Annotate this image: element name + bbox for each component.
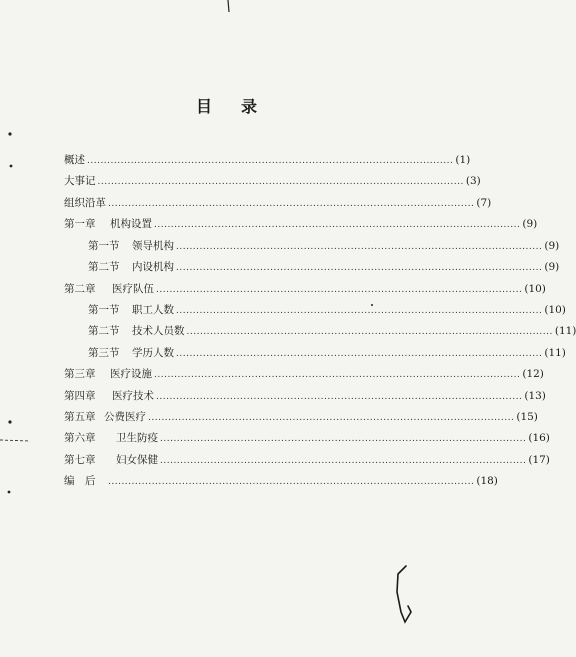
toc-title: 学历人数 <box>132 347 174 359</box>
leader-dots: ............................................................................................................. <box>176 349 543 359</box>
toc-page: (17) <box>528 454 550 466</box>
toc-title: 医疗技术 <box>112 390 154 402</box>
leader-dots: ............................................................................................................. <box>154 220 521 230</box>
toc-page: (11) <box>544 347 566 359</box>
punch-dot <box>10 165 13 168</box>
leader-dots: ............................................................................................................. <box>97 177 464 187</box>
leader-dots: ............................................................................................................. <box>154 370 521 380</box>
toc-title: 技术人员数 <box>132 325 185 337</box>
toc-page: (9) <box>522 218 538 230</box>
punch-dot <box>8 420 11 423</box>
leader-dots: ............................................................................................................. <box>108 199 475 209</box>
toc-title: 内设机构 <box>132 261 174 273</box>
leader-dots: ............................................................................................................. <box>160 456 527 466</box>
toc-number: 第三节 <box>88 347 120 359</box>
toc-page: (15) <box>516 411 538 423</box>
toc-page: (10) <box>544 304 566 316</box>
toc-title: 医疗队伍 <box>112 283 154 295</box>
leader-dots: ............................................................................................................. <box>156 392 523 402</box>
toc-title: 职工人数 <box>132 304 174 316</box>
punch-dot <box>8 132 11 135</box>
title-char: 录 <box>241 97 258 116</box>
toc-title: 妇女保健 <box>116 454 158 466</box>
title-char: 目 <box>196 97 213 116</box>
toc-number: 第二章 <box>64 283 96 295</box>
toc-number: 第一章 <box>64 218 96 230</box>
toc-number: 编 后 <box>64 475 96 487</box>
leader-dots: ............................................................................................................. <box>160 434 527 444</box>
toc-number: 第四章 <box>64 390 96 402</box>
toc-page: (16) <box>528 432 550 444</box>
toc-page: (9) <box>544 240 560 252</box>
toc-page: (11) <box>554 325 576 337</box>
toc-title: 医疗设施 <box>110 368 152 380</box>
toc-page: (10) <box>524 283 546 295</box>
leader-dots: ............................................................................................................. <box>87 156 454 166</box>
binding-mark <box>228 0 229 12</box>
toc-title: 卫生防疫 <box>116 432 158 444</box>
leader-dots: ............................................................................................................. <box>156 285 523 295</box>
leader-dots: ............................................................................................................. <box>176 263 543 273</box>
toc-page: (3) <box>465 175 481 187</box>
toc-number: 第一节 <box>88 240 120 252</box>
leader-dots: ............................................................................................................. <box>186 327 553 337</box>
toc-title: 公费医疗 <box>104 411 146 423</box>
toc-number: 第三章 <box>64 368 96 380</box>
toc-number: 第一节 <box>88 304 120 316</box>
toc-page: (9) <box>544 261 560 273</box>
toc-page: (18) <box>476 475 498 487</box>
ink-speck <box>371 304 373 306</box>
toc-title: 概述 <box>64 154 85 166</box>
leader-dots: ............................................................................................................. <box>148 413 515 423</box>
toc-number: 第五章 <box>64 411 96 423</box>
toc-number: 第二节 <box>88 261 120 273</box>
toc-number: 第二节 <box>88 325 120 337</box>
toc-title: 组织沿革 <box>64 197 106 209</box>
handwritten-page-number <box>397 566 411 622</box>
toc-number: 第七章 <box>64 454 96 466</box>
toc-page: (1) <box>455 154 471 166</box>
leader-dots: ............................................................................................................. <box>176 306 543 316</box>
toc-title: 领导机构 <box>132 240 174 252</box>
toc-page: (13) <box>524 390 546 402</box>
toc-number: 第六章 <box>64 432 96 444</box>
toc-title: 大事记 <box>64 175 96 187</box>
punch-dot <box>8 491 11 494</box>
toc-page: (12) <box>522 368 544 380</box>
leader-dots: ............................................................................................................. <box>108 477 475 487</box>
leader-dots: ............................................................................................................. <box>176 242 543 252</box>
toc-page: (7) <box>476 197 492 209</box>
toc-title: 机构设置 <box>110 218 152 230</box>
stray-mark <box>0 440 30 441</box>
